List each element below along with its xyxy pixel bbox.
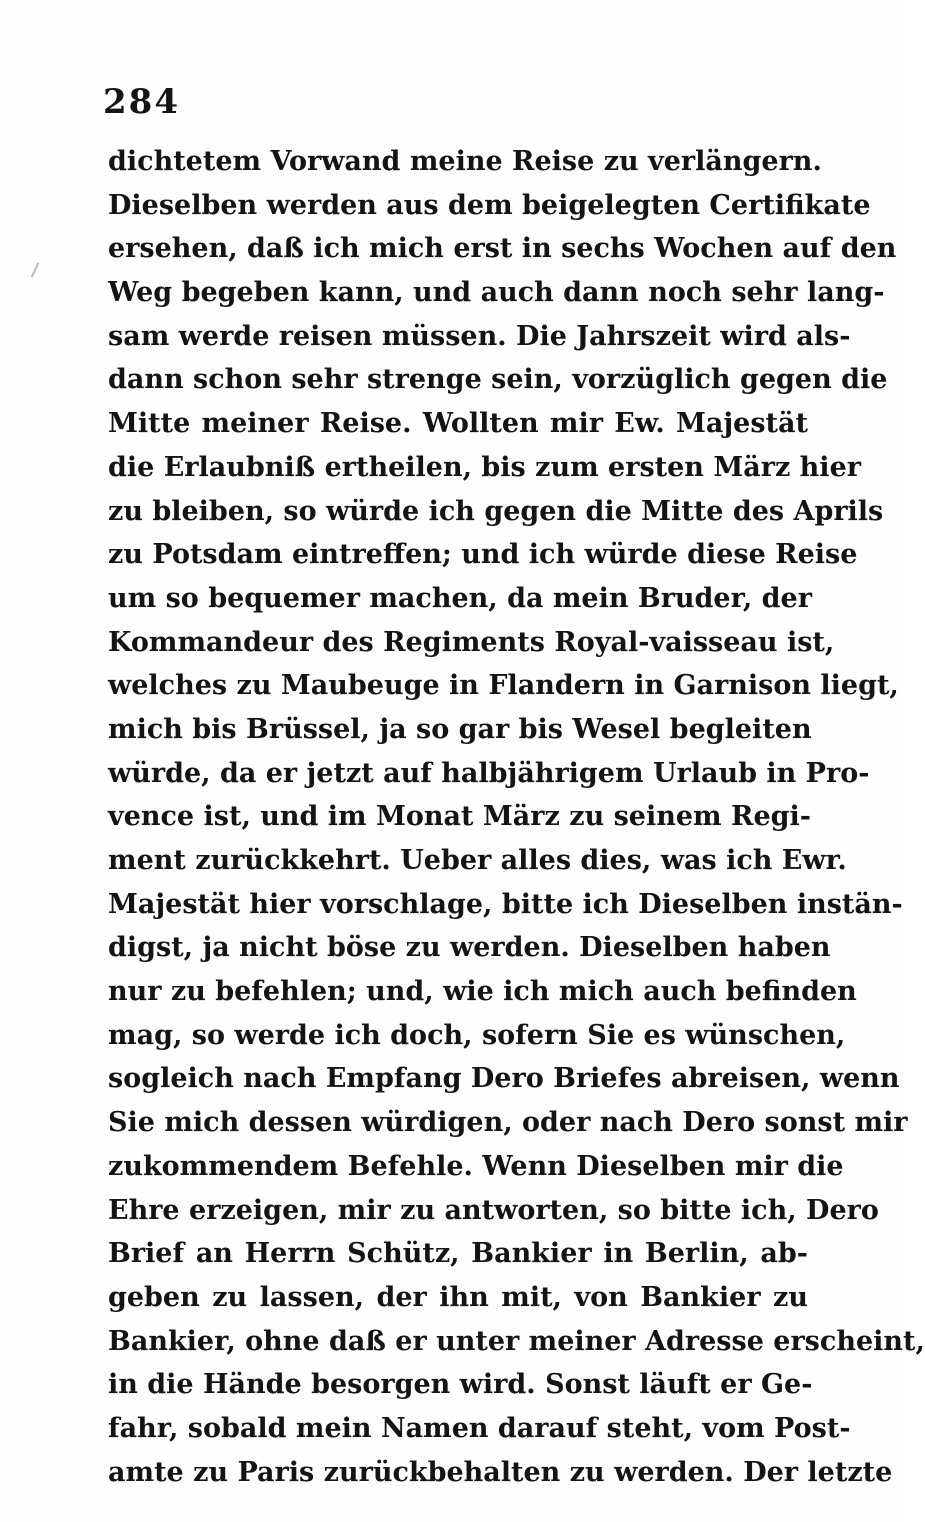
text-line: um so bequemer machen, da mein Bruder, der <box>108 582 812 614</box>
text-line: zu bleiben, so würde ich gegen die Mitte des Aprils <box>108 495 884 527</box>
text-line: Majestät hier vorschlage, bitte ich Dieselben instän- <box>108 888 903 920</box>
text-line: Ehre erzeigen, mir zu antworten, so bitte ich, Dero <box>108 1194 879 1226</box>
text-line: ersehen, daß ich mich erst in sechs Wochen auf den <box>108 233 897 265</box>
text-line: würde, da er jetzt auf halbjährigem Urlaub in Pro- <box>108 757 870 789</box>
page-number: 284 <box>103 82 180 122</box>
body-text <box>108 140 925 1494</box>
text-line: Brief an Herrn Schütz, Bankier in Berlin, ab- <box>108 1238 808 1270</box>
text-line: nur zu befehlen; und, wie ich mich auch befinden <box>108 976 857 1008</box>
text-line: Mitte meiner Reise. Wollten mir Ew. Majestät <box>108 408 808 440</box>
text-line: welches zu Maubeuge in Flandern in Garnison liegt, <box>108 670 899 702</box>
text-line: Sie mich dessen würdigen, oder nach Dero sonst mir <box>108 1107 908 1139</box>
text-line: digst, ja nicht böse zu werden. Dieselben haben <box>108 932 831 964</box>
text-line: sam werde reisen müssen. Die Jahrszeit wird als- <box>108 320 851 352</box>
text-line: sogleich nach Empfang Dero Briefes abreisen, wenn <box>108 1063 900 1095</box>
text-line: mag, so werde ich doch, sofern Sie es wünschen, <box>108 1019 846 1051</box>
text-line: Bankier, ohne daß er unter meiner Adresse erscheint, <box>108 1325 925 1357</box>
text-line: mich bis Brüssel, ja so gar bis Wesel begleiten <box>108 713 812 745</box>
text-line: amte zu Paris zurückbehalten zu werden. Der letzte <box>108 1456 893 1488</box>
text-line: dann schon sehr strenge sein, vorzüglich gegen die <box>108 364 888 396</box>
text-line: geben zu lassen, der ihn mit, von Bankier zu <box>108 1281 808 1313</box>
text-line: zukommendem Befehle. Wenn Dieselben mir die <box>108 1150 844 1182</box>
text-line: Dieselben werden aus dem beigelegten Certifikate <box>108 189 871 221</box>
text-line: die Erlaubniß ertheilen, bis zum ersten März hier <box>108 451 861 483</box>
text-line: Weg begeben kann, und auch dann noch sehr lang- <box>108 277 885 309</box>
text-line: in die Hände besorgen wird. Sonst läuft er Ge- <box>108 1369 813 1401</box>
paper-speck <box>31 262 40 277</box>
text-line: vence ist, und im Monat März zu seinem Regi- <box>108 801 811 833</box>
text-line: dichtetem Vorwand meine Reise zu verlängern. <box>108 146 822 177</box>
text-line: ment zurückkehrt. Ueber alles dies, was ich Ewr. <box>108 845 847 876</box>
text-line: fahr, sobald mein Namen darauf steht, vom Post- <box>108 1412 851 1444</box>
text-line: Kommandeur des Regiments Royal-vaisseau ist, <box>108 626 835 658</box>
text-line: zu Potsdam eintreffen; und ich würde diese Reise <box>108 539 858 571</box>
